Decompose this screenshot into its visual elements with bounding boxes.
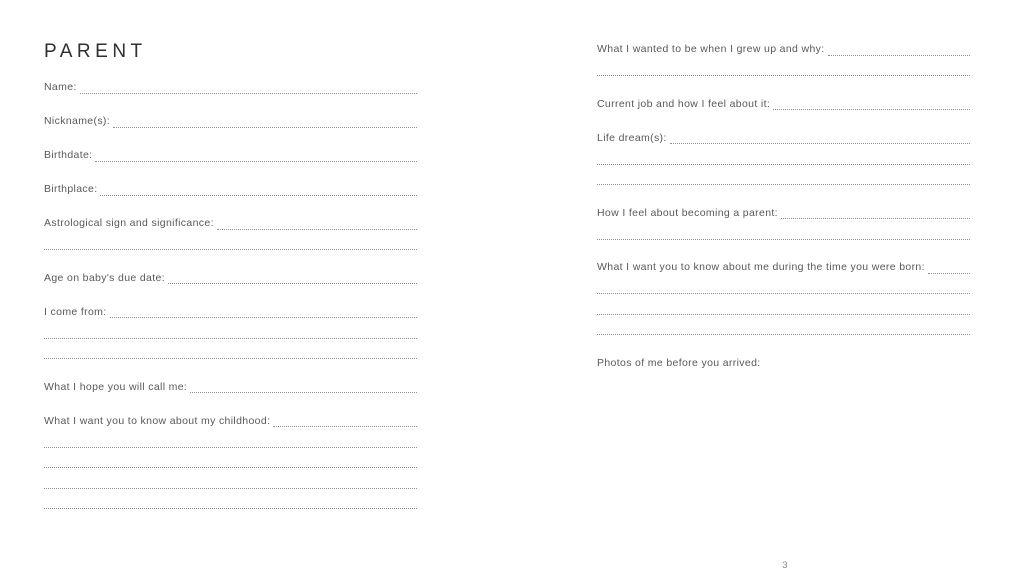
dotted-line	[217, 229, 417, 230]
blank-write-line	[597, 319, 970, 340]
blank-write-line	[44, 322, 417, 343]
field-label: What I want you to know about me during the time you were born:	[597, 261, 925, 273]
field-birthplace	[44, 179, 417, 200]
field-label: Birthplace:	[44, 183, 98, 195]
dotted-line	[828, 55, 970, 56]
field-label: Nickname(s):	[44, 115, 111, 127]
field-label: Astrological sign and significance:	[44, 217, 214, 229]
field-line	[597, 257, 970, 278]
page-number: 3	[782, 560, 788, 571]
field-life-dreams	[597, 128, 970, 190]
field-line	[44, 145, 417, 166]
dotted-line	[190, 392, 417, 393]
dotted-line	[597, 184, 970, 185]
field-label: What I wanted to be when I grew up and why:	[597, 43, 825, 55]
dotted-line	[110, 317, 417, 318]
dotted-line	[273, 426, 417, 427]
blank-write-line	[44, 431, 417, 452]
field-about-my-childhood	[44, 411, 417, 514]
field-line	[597, 128, 970, 149]
blank-write-line	[44, 452, 417, 473]
right-page	[597, 39, 970, 387]
blank-write-line	[597, 148, 970, 169]
field-age-on-due-date	[44, 268, 417, 289]
blank-write-line	[597, 169, 970, 190]
field-label: What I hope you will call me:	[44, 380, 188, 393]
dotted-line	[773, 109, 970, 110]
field-label: Birthdate:	[44, 149, 93, 161]
field-time-you-were-born	[597, 257, 970, 339]
dotted-line	[113, 127, 417, 128]
field-line	[44, 302, 417, 323]
blank-write-line	[44, 493, 417, 514]
dotted-line	[781, 218, 970, 219]
field-i-come-from	[44, 302, 417, 364]
field-line	[44, 268, 417, 289]
field-line	[597, 203, 970, 224]
field-line	[44, 179, 417, 200]
field-photos-before-arrival	[597, 353, 970, 374]
field-label: What I want you to know about my childhood:	[44, 414, 271, 427]
field-line	[44, 213, 417, 234]
dotted-line	[44, 358, 417, 359]
field-astrological-sign	[44, 213, 417, 254]
field-label: Age on baby's due date:	[44, 271, 165, 284]
blank-write-line	[597, 298, 970, 319]
dotted-line	[44, 488, 417, 489]
field-birthdate	[44, 145, 417, 166]
left-page	[44, 40, 417, 527]
dotted-line	[44, 338, 417, 339]
dotted-line	[928, 273, 970, 274]
dotted-line	[44, 467, 417, 468]
dotted-line	[597, 164, 970, 165]
dotted-line	[597, 334, 970, 335]
dotted-line	[95, 161, 417, 162]
field-label: How I feel about becoming a parent:	[597, 206, 778, 219]
field-line	[44, 377, 417, 398]
field-line	[597, 94, 970, 115]
dotted-line	[100, 195, 417, 196]
field-wanted-to-be	[597, 39, 970, 80]
field-line	[44, 77, 417, 98]
blank-write-line	[597, 60, 970, 81]
blank-write-line	[44, 234, 417, 255]
field-nicknames	[44, 111, 417, 132]
dotted-line	[597, 314, 970, 315]
field-label: Life dream(s):	[597, 131, 667, 144]
field-line	[44, 411, 417, 432]
dotted-line	[597, 75, 970, 76]
blank-write-line	[597, 223, 970, 244]
field-label: I come from:	[44, 305, 107, 318]
page-title: PARENT	[44, 41, 147, 62]
blank-write-line	[44, 472, 417, 493]
field-line	[44, 111, 417, 132]
field-label: Photos of me before you arrived:	[597, 356, 761, 369]
dotted-line	[80, 93, 417, 94]
blank-write-line	[44, 343, 417, 364]
field-name	[44, 77, 417, 98]
blank-write-line	[597, 278, 970, 299]
dotted-line	[597, 293, 970, 294]
field-hope-you-call-me	[44, 377, 417, 398]
field-current-job	[597, 94, 970, 115]
field-label: Name:	[44, 81, 77, 93]
dotted-line	[670, 143, 970, 144]
dotted-line	[44, 508, 417, 509]
field-line	[597, 39, 970, 60]
dotted-line	[168, 283, 417, 284]
dotted-line	[597, 239, 970, 240]
dotted-line	[44, 249, 417, 250]
field-line	[597, 353, 970, 374]
dotted-line	[44, 447, 417, 448]
field-label: Current job and how I feel about it:	[597, 97, 771, 110]
field-becoming-a-parent	[597, 203, 970, 244]
